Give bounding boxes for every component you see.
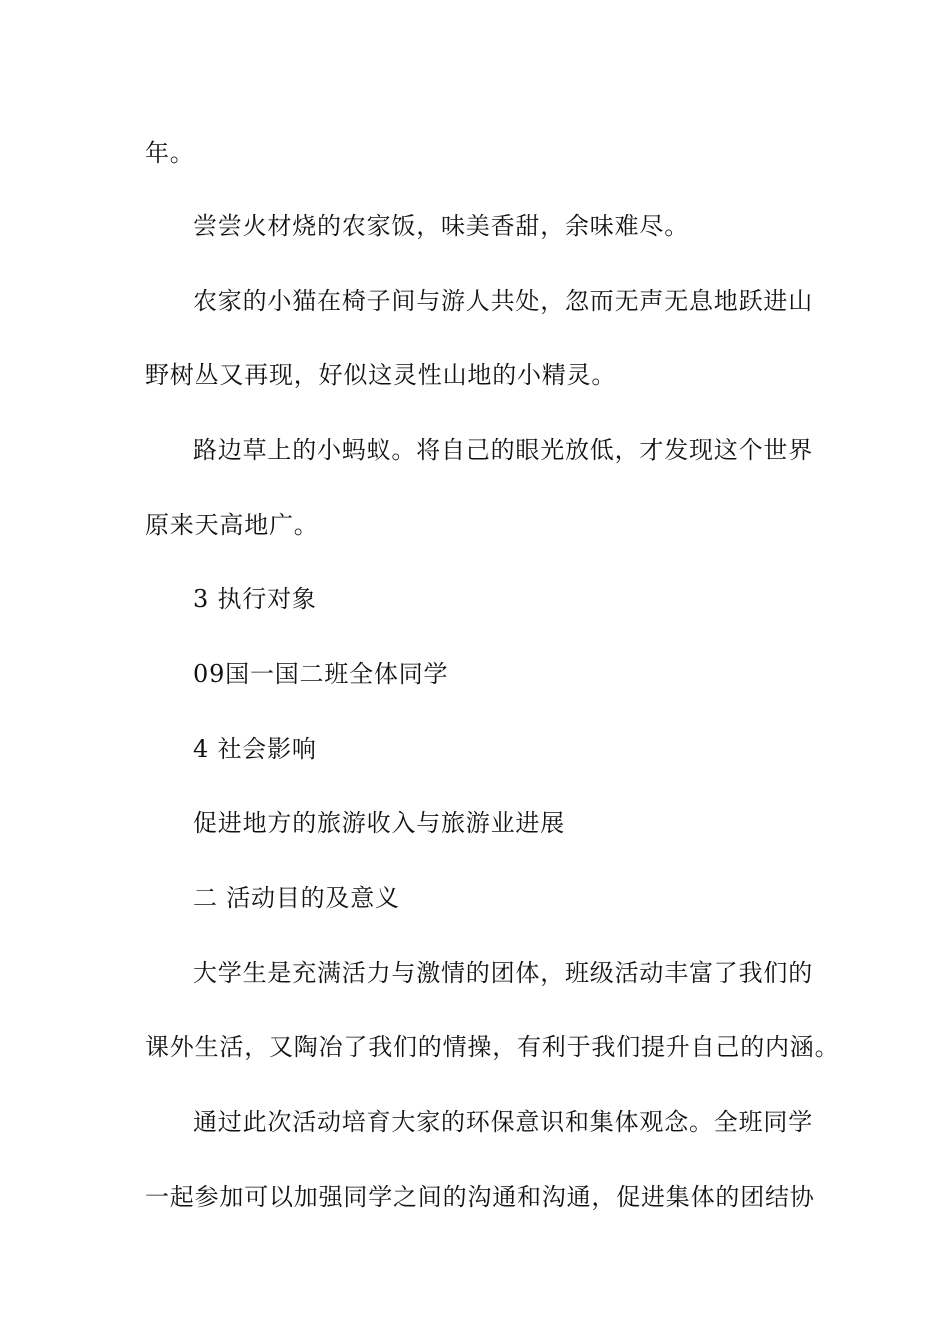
text-line: 农家的小猫在椅子间与游人共处，忽而无声无息地跃进山 xyxy=(193,287,813,315)
text-line: 课外生活，又陶冶了我们的情操，有利于我们提升自己的内涵。 xyxy=(145,1033,840,1061)
section-heading: 4 社会影响 xyxy=(193,735,317,763)
text-line: 大学生是充满活力与激情的团体，班级活动丰富了我们的 xyxy=(193,959,813,987)
text-line: 原来天高地广。 xyxy=(145,511,319,539)
text-line: 尝尝火材烧的农家饭，味美香甜，余味难尽。 xyxy=(193,212,689,240)
text-line: 通过此次活动培育大家的环保意识和集体观念。全班同学 xyxy=(193,1108,813,1136)
text-line: 路边草上的小蚂蚁。将自己的眼光放低，才发现这个世界 xyxy=(193,436,813,464)
section-heading: 二 活动目的及意义 xyxy=(193,884,400,912)
text-line: 野树丛又再现，好似这灵性山地的小精灵。 xyxy=(145,361,617,389)
text-line: 09国一国二班全体同学 xyxy=(193,660,449,688)
text-line: 一起参加可以加强同学之间的沟通和沟通，促进集体的团结协 xyxy=(145,1183,815,1211)
section-heading: 3 执行对象 xyxy=(193,585,317,613)
text-line: 促进地方的旅游收入与旅游业进展 xyxy=(193,809,565,837)
text-line: 年。 xyxy=(145,139,195,167)
